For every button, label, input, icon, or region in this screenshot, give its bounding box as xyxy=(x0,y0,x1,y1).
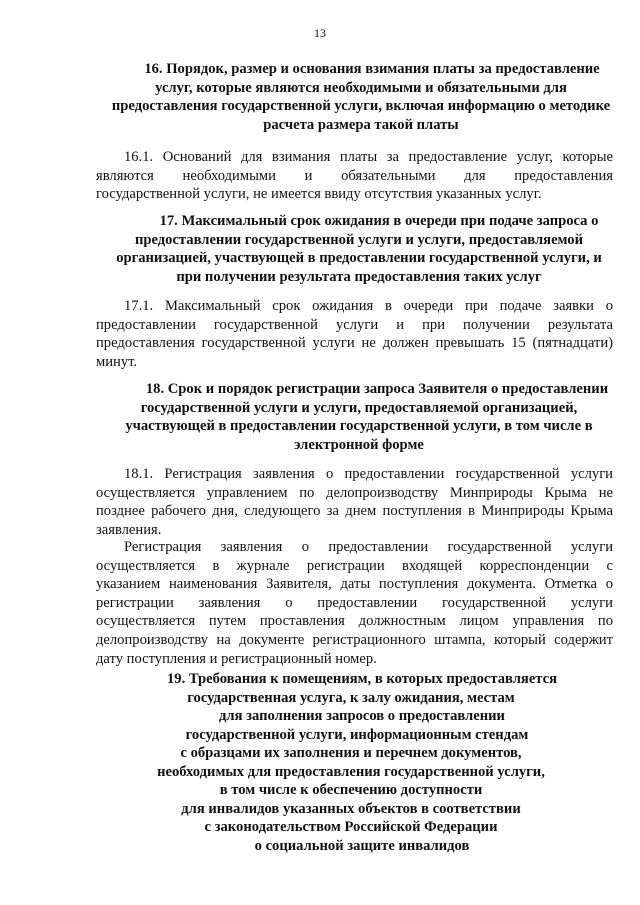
section-17-heading xyxy=(96,212,622,286)
section-18-heading xyxy=(96,380,622,454)
paragraph-line: 18.1. Регистрация заявления о предоставлении государственной услуги xyxy=(124,466,613,482)
paragraph-line: указанием наименования Заявителя, даты поступления документа. Отметка о xyxy=(96,576,613,593)
paragraph-line: 17.1. Максимальный срок ожидания в очереди при подаче заявки о xyxy=(124,298,613,314)
paragraph-line: регистрации заявления о предоставлении государственной услуги xyxy=(96,594,613,611)
paragraph-18-1 xyxy=(96,465,613,539)
heading-line: для заполнения запросов о предоставлении xyxy=(219,708,505,724)
heading-line: предоставления государственной услуги, включая информацию о методике xyxy=(111,98,611,114)
paragraph-line: осуществляется путем проставления должностным лицом управления по xyxy=(96,613,613,630)
paragraph-line: 16.1. Оснований для взимания платы за предоставление услуг, которые xyxy=(124,149,613,165)
paragraph-line: дату поступления и регистрационный номер. xyxy=(96,650,377,667)
paragraph-line: предоставлении государственной услуги и при получении результата xyxy=(96,316,613,333)
heading-line: с образцами их заполнения и перечнем документов, xyxy=(180,745,522,761)
page-number: 13 xyxy=(314,26,326,40)
heading-line: услуг, которые являются необходимыми и обязательными для xyxy=(155,79,567,96)
heading-line: государственная услуга, к залу ожидания, местам xyxy=(187,689,515,706)
heading-line: 18. Срок и порядок регистрации запроса Заявителя о предоставлении xyxy=(145,381,609,397)
paragraph-18-2 xyxy=(96,538,613,668)
heading-line: электронной форме xyxy=(294,436,424,453)
paragraph-line: предоставления государственной услуги не должен превышать 15 (пятнадцати) xyxy=(96,335,613,352)
heading-line: участвующей в предоставлении государственной услуги, в том числе в xyxy=(125,418,593,434)
heading-line: о социальной защите инвалидов xyxy=(254,837,470,854)
heading-line: организацией, участвующей в предоставлении государственной услуги, и xyxy=(116,250,602,266)
heading-line: для инвалидов указанных объектов в соответствии xyxy=(181,800,521,817)
section-16-heading xyxy=(96,60,626,134)
heading-line: необходимых для предоставления государственной услуги, xyxy=(157,763,545,780)
heading-line: 16. Порядок, размер и основания взимания платы за предоставление xyxy=(144,61,600,77)
paragraph-line: делопроизводству на документе регистрационного штампа, который содержит xyxy=(96,631,613,648)
paragraph-line: являются необходимыми и обязательными для предоставления xyxy=(96,167,613,184)
heading-line: государственной услуги, информационным стендам xyxy=(185,726,529,743)
section-19-heading xyxy=(96,670,606,855)
heading-line: с законодательством Российской Федерации xyxy=(204,819,498,835)
heading-line: в том числе к обеспечению доступности xyxy=(219,782,483,798)
paragraph-line: государственной услуги, не имеется ввиду отсутствия указанных услуг. xyxy=(96,186,542,203)
paragraph-line: заявления. xyxy=(96,521,162,538)
paragraph-line: минут. xyxy=(96,353,138,370)
paragraph-line: позднее рабочего дня, следующего за днем поступления в Минприроды Крыма xyxy=(96,503,613,520)
paragraph-line: Регистрация заявления о предоставлении государственной услуги xyxy=(124,539,613,555)
paragraph-16-1 xyxy=(96,148,613,204)
heading-line: при получении результата предоставления таких услуг xyxy=(176,268,542,285)
heading-line: 17. Максимальный срок ожидания в очереди при подаче запроса о xyxy=(159,213,599,229)
paragraph-line: осуществляется управлением по делопроизводству Минприроды Крыма не xyxy=(96,484,613,501)
heading-line: 19. Требования к помещениям, в которых предоставляется xyxy=(166,671,558,687)
heading-line: расчета размера такой платы xyxy=(263,116,459,133)
paragraph-17-1 xyxy=(96,297,613,371)
heading-line: предоставлении государственной услуги и услуги, предоставляемой xyxy=(134,231,584,248)
heading-line: государственной услуги и услуги, предоставляемой организацией, xyxy=(140,399,578,416)
paragraph-line: осуществляется в журнале регистрации входящей корреспонденции с xyxy=(96,557,613,574)
